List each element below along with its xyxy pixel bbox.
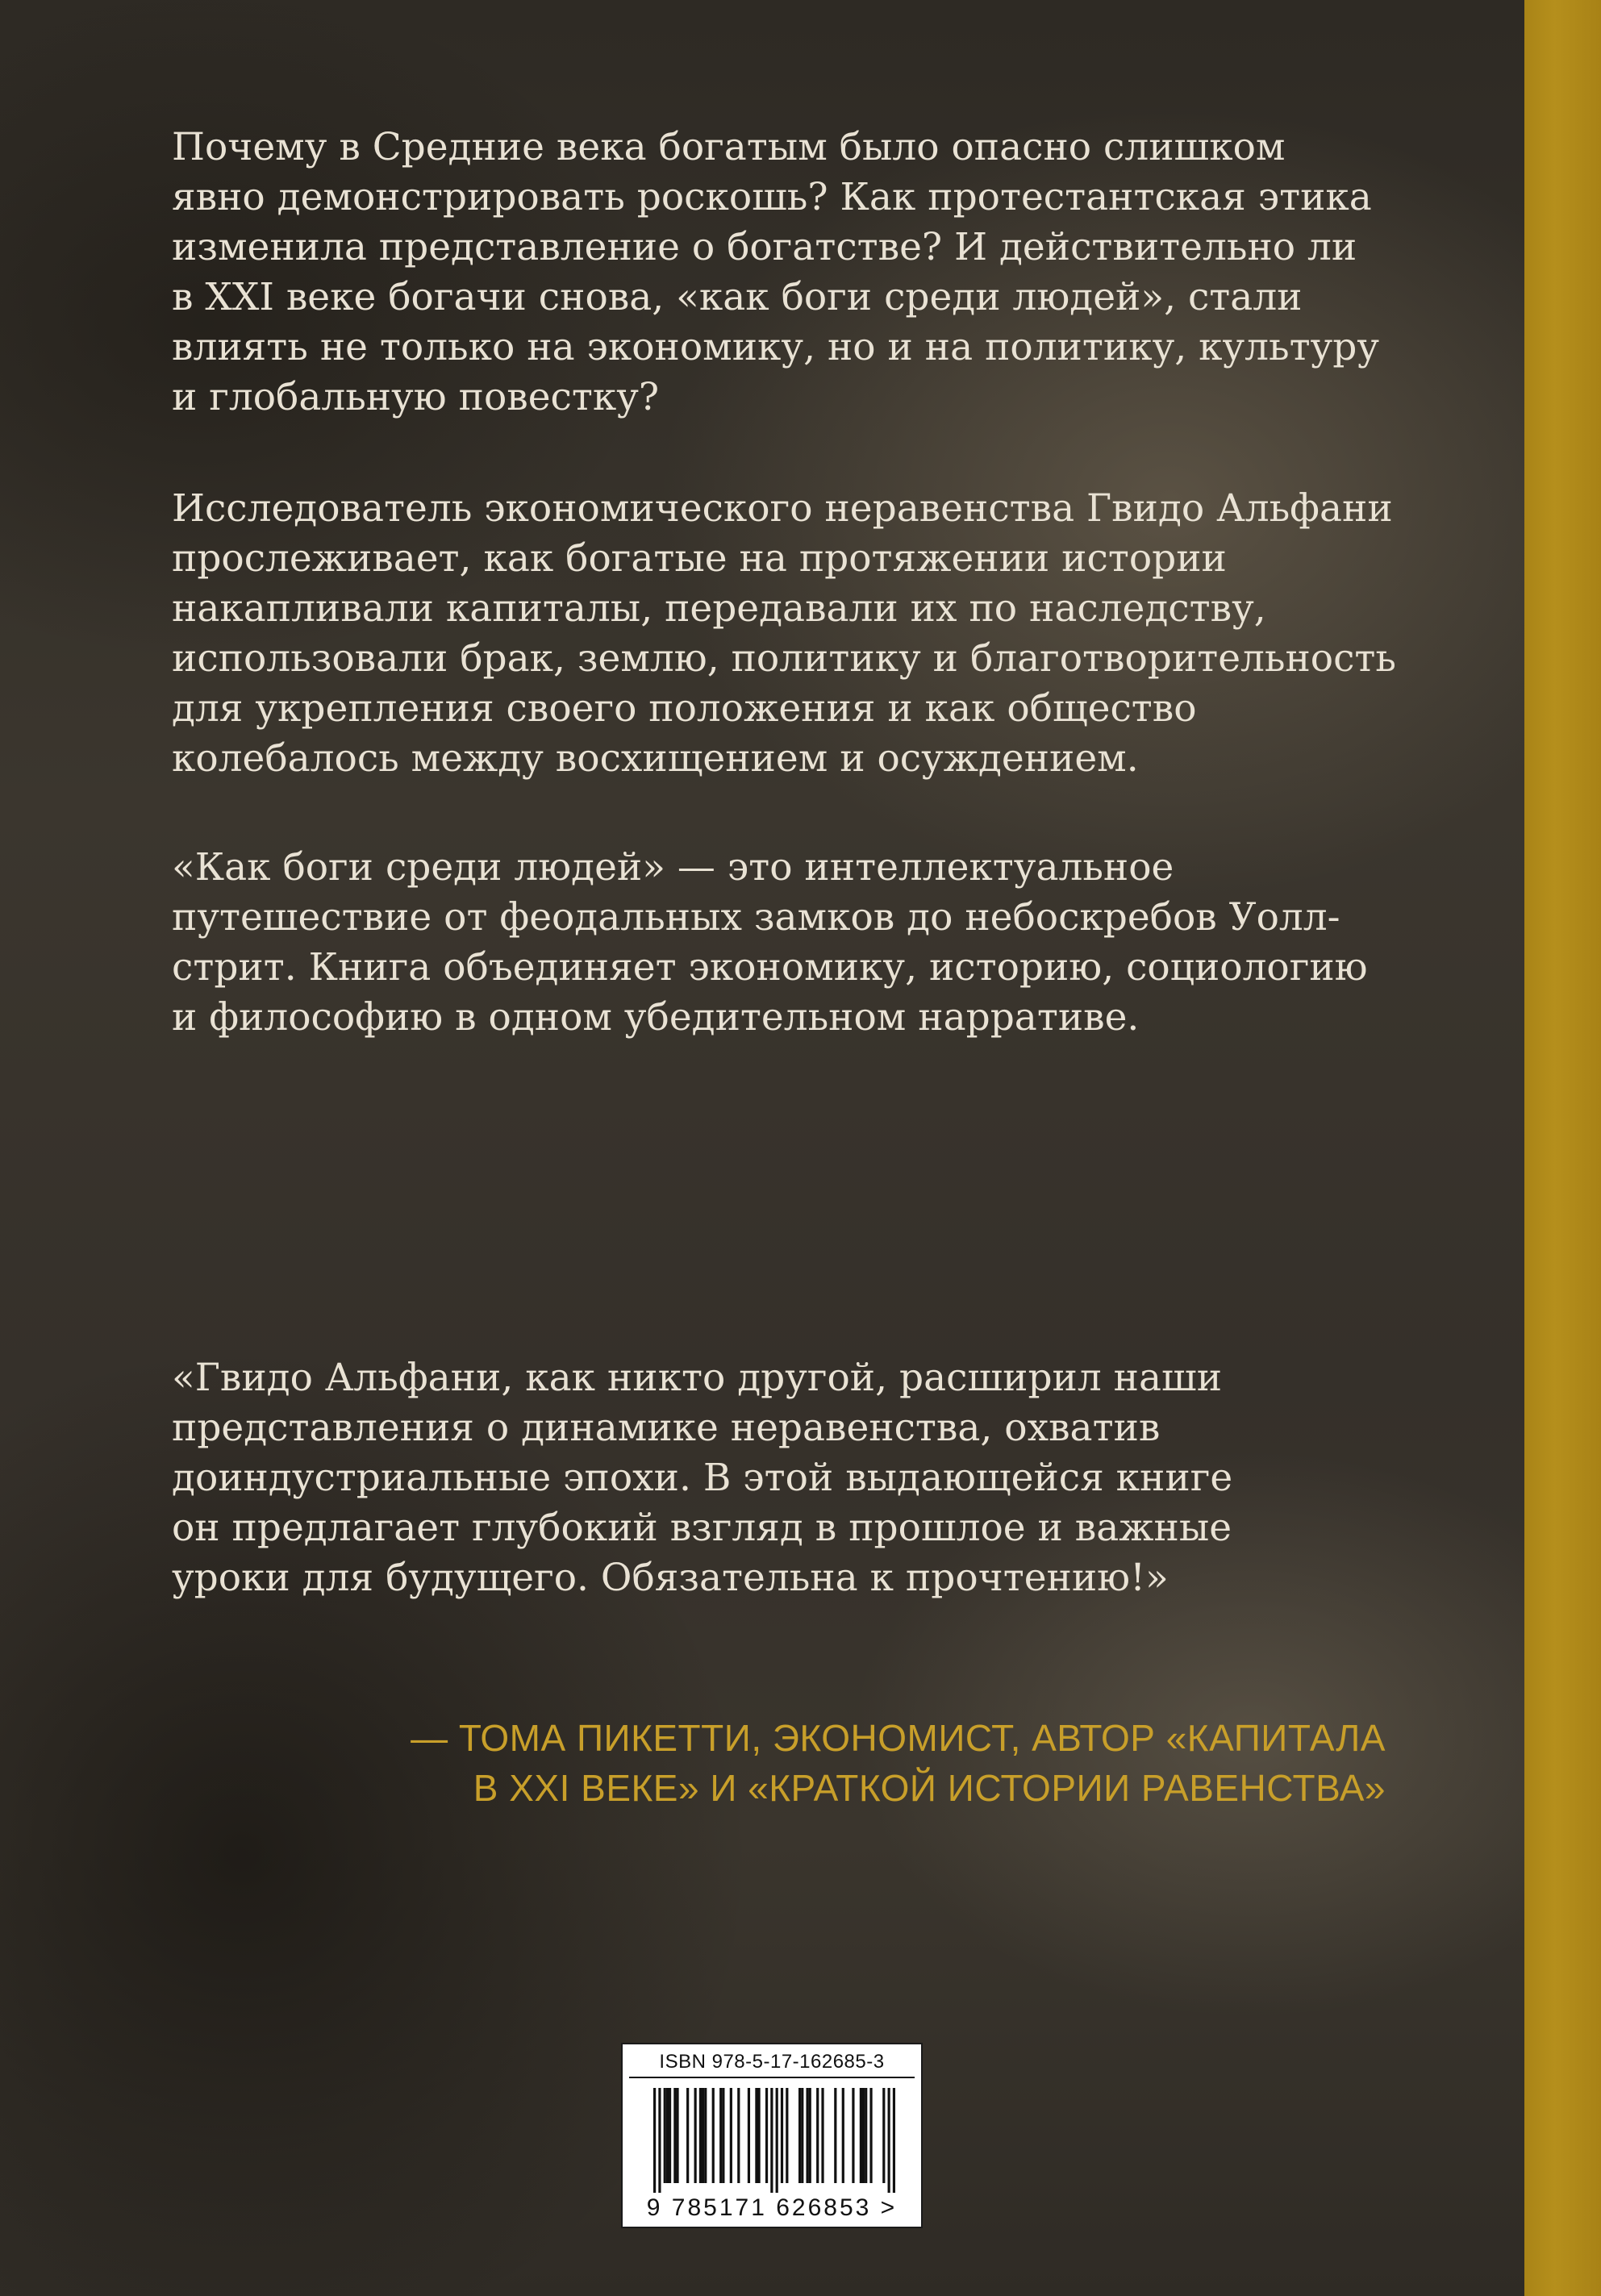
barcode-bars (653, 2088, 895, 2193)
barcode-bar (673, 2088, 676, 2183)
barcode-bar (816, 2088, 819, 2183)
barcode-bar (882, 2088, 885, 2183)
barcode-bar (869, 2088, 872, 2183)
barcode-bar (748, 2088, 750, 2183)
barcode-bar (666, 2088, 669, 2183)
barcode-bar (664, 2088, 666, 2183)
barcode-bar (722, 2088, 724, 2183)
barcode-bar (653, 2088, 656, 2193)
barcode-bar (821, 2088, 823, 2183)
blurb-paragraph-1: Почему в Средние века богатым было опасно слишком явно демонстрировать роскошь? Как протестантская этика изменила представление о богатстве? И действительно ли в XXI веке богачи снова, «как боги среди людей», стали влиять не только на экономику, но и на политику, культуру и глобальную повестку? (172, 125, 1379, 419)
barcode-bar (699, 2088, 702, 2183)
barcode-bar (658, 2088, 661, 2193)
barcode-bar (888, 2088, 890, 2193)
isbn-barcode (621, 2043, 923, 2228)
blurb-paragraph-3: «Как боги среди людей» — это интеллектуальное путешествие от феодальных замков до небоскребов Уолл- стрит. Книга объединяет экономику, историю, социологию и философию в одном убедительном нарративе. (172, 845, 1368, 1040)
barcode-bar (704, 2088, 707, 2183)
isbn-label: ISBN 978-5-17-162685-3 (659, 2051, 885, 2073)
barcode-bar (770, 2088, 773, 2193)
barcode-bar (834, 2088, 836, 2183)
barcode-bar (765, 2088, 768, 2183)
review-quote: «Гвидо Альфани, как никто другой, расширил наши представления о динамике неравенства, охватив доиндустриальные эпохи. В этой выдающейся книге он предлагает глубокий взгляд в прошлое и важные уроки для будущего. Обязательна к прочтению!» (172, 1356, 1233, 1600)
barcode-bar (755, 2088, 757, 2183)
barcode-bar (730, 2088, 732, 2183)
barcode-bar (801, 2088, 803, 2183)
barcode-bar (860, 2088, 862, 2183)
barcode-bar (712, 2088, 715, 2183)
isbn-divider (629, 2077, 915, 2078)
gold-edge-stripe (1524, 0, 1601, 2296)
barcode-bar (737, 2088, 740, 2183)
barcode-bar (669, 2088, 671, 2183)
barcode-bar (676, 2088, 678, 2183)
barcode-bar (842, 2088, 844, 2183)
barcode-digits: 9 785171 626853 > (646, 2194, 898, 2221)
blurb-paragraph-2: Исследователь экономического неравенства Гвидо Альфани прослеживает, как богатые на протяжении истории накапливали капиталы, передавали их по наследству, использовали брак, землю, политику и благотворительность для укрепления своего положения и как общество колебалось между восхищением и осуждением. (172, 486, 1396, 781)
barcode-bar (686, 2088, 689, 2183)
barcode-bar (786, 2088, 788, 2183)
barcode-bar (702, 2088, 704, 2183)
barcode-bar (719, 2088, 722, 2183)
barcode-bar (798, 2088, 801, 2183)
barcode-bar (781, 2088, 783, 2183)
barcode-bar (862, 2088, 865, 2183)
barcode-bar (865, 2088, 867, 2183)
barcode-bar (757, 2088, 760, 2183)
barcode-bar (806, 2088, 808, 2183)
barcode-bar (809, 2088, 811, 2183)
barcode-bar (893, 2088, 895, 2193)
barcode-bar (852, 2088, 854, 2183)
quote-attribution: — ТОМА ПИКЕТТИ, ЭКОНОМИСТ, АВТОР «КАПИТАЛА В XXI ВЕКЕ» И «КРАТКОЙ ИСТОРИИ РАВЕНСТВА» (411, 1717, 1386, 1809)
barcode-bar (776, 2088, 778, 2193)
barcode-bar (694, 2088, 697, 2183)
